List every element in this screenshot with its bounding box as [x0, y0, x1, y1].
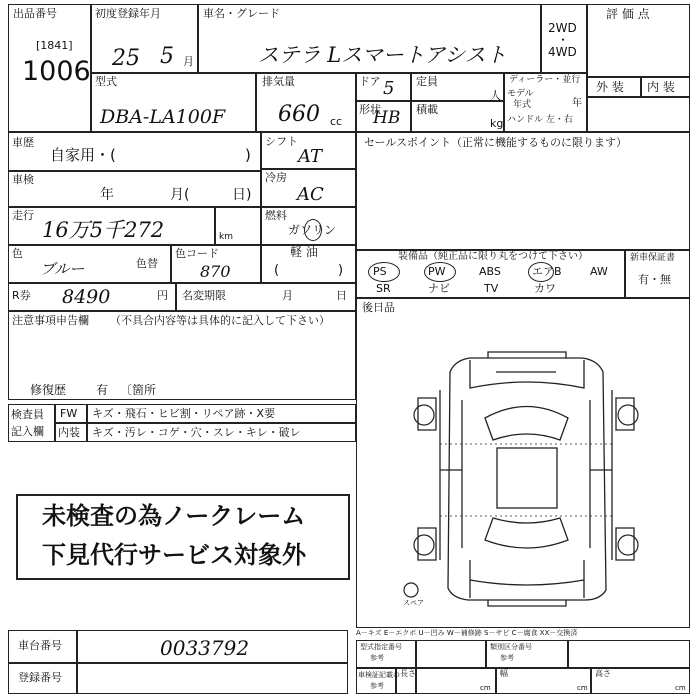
interior-insp-items: キズ・汚レ・コゲ・穴・スレ・キレ・破レ: [92, 426, 301, 439]
notes-label: 注意事項申告欄: [12, 314, 89, 327]
color-code-value: 870: [200, 262, 231, 281]
equip-leather: カワ: [534, 282, 556, 295]
shape-label: 形状: [359, 103, 381, 116]
first-reg-month-unit: 月: [183, 55, 194, 68]
width-label: 幅: [500, 669, 508, 678]
mileage-unit: km: [219, 232, 233, 242]
lot-number: 1006: [22, 56, 91, 87]
doors-value: 5: [383, 78, 395, 99]
history-close: ): [245, 146, 251, 164]
footer-legend: A－キズ E－エクボ U－凹み W－補修跡 S－サビ C－腐食 XX－交換済: [356, 629, 578, 637]
chassis-value: 0033792: [160, 636, 250, 660]
ac-value: AC: [297, 184, 324, 205]
mileage-label: 走行: [12, 209, 34, 222]
shift-label: シフト: [265, 135, 298, 148]
history-label: 車歴: [12, 136, 34, 149]
repair-value: 有: [96, 383, 109, 397]
model-value: DBA-LA100F: [100, 106, 226, 128]
inspector-label-1: 検査員: [11, 408, 44, 421]
cm-3: cm: [675, 684, 686, 692]
rating-label: 評 価 点: [606, 7, 650, 21]
interior-label: 内 装: [647, 80, 675, 94]
approval-label: 型式指定番号: [360, 643, 402, 651]
equip-pw: PW: [428, 265, 446, 278]
chassis-label: 車台番号: [18, 639, 62, 652]
displacement-value: 660: [278, 102, 320, 127]
after-label: 後日品: [362, 301, 395, 314]
equip-ps: PS: [373, 265, 387, 278]
color-label: 色: [12, 247, 23, 260]
dealer-label: ディーラー・並行: [509, 75, 581, 85]
first-reg-year: 25: [112, 46, 140, 71]
cm-2: cm: [577, 684, 588, 692]
equip-abs: ABS: [479, 265, 501, 278]
lot-sub: [1841]: [36, 39, 73, 52]
reg-label: 登録番号: [18, 671, 62, 684]
displacement-label: 排気量: [262, 75, 295, 88]
shaken-month: 月(: [170, 187, 190, 203]
shift-value: AT: [298, 146, 323, 167]
equip-tv: TV: [484, 282, 499, 295]
recycle-label: R券: [12, 289, 31, 302]
load-unit: kg: [490, 117, 504, 130]
first-reg-month: 5: [160, 44, 174, 69]
spare-label: スペア: [403, 599, 424, 607]
height-label: 高さ: [595, 669, 611, 678]
drive-dot: ・: [557, 33, 570, 47]
repair-label: 修復歴: [30, 383, 67, 397]
cm-1: cm: [480, 684, 491, 692]
drive-4wd: 4WD: [548, 45, 577, 59]
dims-label: 車検証記載の: [358, 671, 400, 679]
shaken-label: 車検: [12, 173, 34, 186]
ac-label: 冷房: [265, 171, 287, 184]
fuel-other-close: ): [338, 263, 344, 278]
drive-2wd: 2WD: [548, 21, 577, 35]
color-code-label: 色コード: [175, 247, 219, 260]
recycle-unit: 円: [157, 289, 168, 302]
mileage-value: 16万5千272: [42, 218, 165, 242]
equip-sr: SR: [376, 282, 391, 295]
shaken-day: 日): [232, 187, 252, 203]
notice-line-1: 未検査の為ノークレーム: [42, 502, 306, 530]
interior-insp-label: 内装: [58, 426, 80, 439]
equip-aw: AW: [590, 265, 608, 278]
capacity-label: 定員: [416, 75, 438, 88]
shaken-year: 年: [100, 187, 114, 203]
shape-value: HB: [373, 108, 401, 128]
ref-3: 参考: [370, 682, 384, 690]
model-label: 型式: [95, 75, 117, 88]
exterior-label: 外 装: [596, 80, 624, 94]
name-change-month: 月: [282, 289, 293, 302]
repair-place: 〔箇所: [120, 383, 157, 397]
notes-hint: （不具合内容等は具体的に記入して下さい）: [110, 314, 330, 327]
capacity-unit: 人: [490, 89, 501, 102]
color-value: ブルー: [40, 260, 85, 278]
sales-point-label: セールスポイント（正常に機能するものに限ります）: [364, 136, 628, 149]
ref-2: 参考: [500, 654, 514, 662]
category-label: 類別区分番号: [490, 643, 532, 651]
fuel-other-open: (: [274, 263, 280, 278]
equipment-label: 装備品（純正品に限り丸をつけて下さい）: [398, 251, 588, 262]
length-label: 長さ: [400, 669, 416, 678]
notice-line-2: 下見代行サービス対象外: [42, 541, 306, 569]
warranty-label: 新車保証書: [630, 253, 676, 263]
color-change-label: 色替: [136, 257, 158, 270]
doors-label: ドア: [359, 75, 381, 88]
year-label: 年式: [513, 100, 532, 110]
history-value: 自家用・(: [50, 146, 116, 164]
handle-label: ハンドル 左・右: [507, 115, 573, 125]
fuel-diesel: 軽 油: [290, 245, 318, 259]
fuel-label: 燃料: [265, 209, 287, 222]
year-unit: 年: [572, 98, 582, 109]
load-label: 積載: [416, 103, 438, 116]
lot-label: 出品番号: [13, 7, 57, 20]
warranty-value: 有・無: [638, 273, 671, 286]
fw-label: FW: [60, 407, 78, 420]
fw-items: キズ・飛石・ヒビ割・リペア跡・X要: [92, 407, 276, 420]
fuel-gas: ガソリン: [288, 223, 337, 237]
displacement-unit: cc: [330, 115, 343, 128]
name-change-label: 名変期限: [182, 289, 226, 302]
name-label: 車名・グレード: [203, 7, 280, 20]
equip-navi: ナビ: [428, 282, 450, 295]
inspector-label-2: 記入欄: [11, 425, 44, 438]
model-year-label: モデル: [507, 89, 534, 99]
recycle-value: 8490: [62, 286, 111, 308]
ref-1: 参考: [370, 654, 384, 662]
equip-airbag: エアB: [532, 265, 562, 278]
first-reg-label: 初度登録年月: [95, 7, 161, 20]
name-change-day: 日: [336, 289, 347, 302]
name-value: ステラ Lスマートアシスト: [258, 43, 507, 67]
